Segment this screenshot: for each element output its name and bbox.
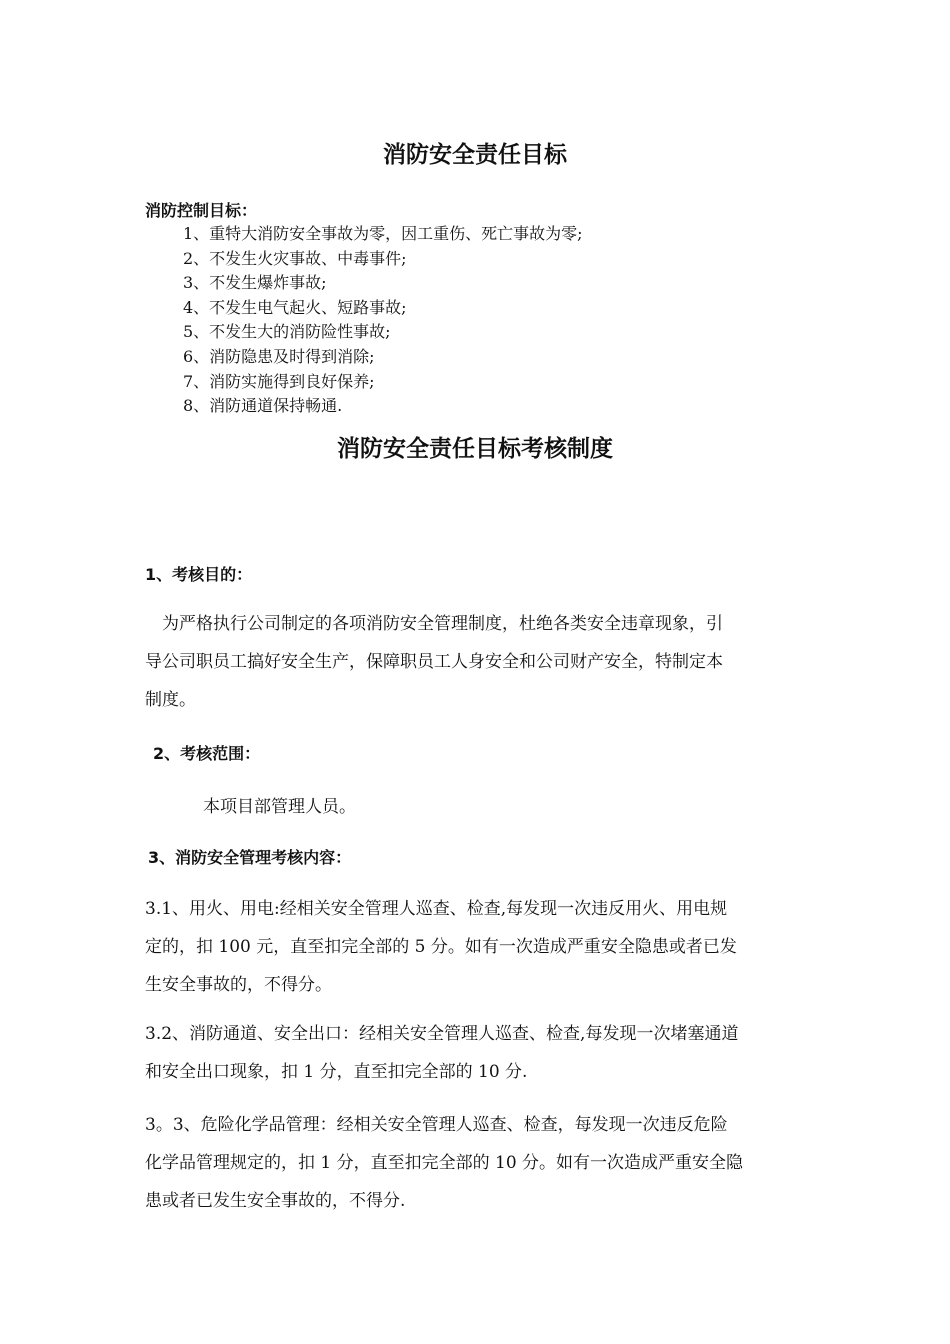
scope-heading: 2、考核范围： [153,744,261,763]
purpose-paragraph [145,605,807,719]
list-item: 5、不发生大的消防险性事故; [183,322,391,342]
content-item-1 [145,890,807,1004]
content-item-3 [145,1106,807,1220]
paragraph-line: 定的，扣 100 元，直至扣完全部的 5 分。如有一次造成严重安全隐患或者已发 [145,937,737,957]
list-item: 2、不发生火灾事故、中毒事件; [183,248,407,268]
control-goals-heading: 消防控制目标： [145,201,258,220]
scope-text: 本项目部管理人员。 [203,797,356,817]
paragraph-line: 3。3、危险化学品管理：经相关安全管理人巡查、检查，每发现一次违反危险 [145,1115,728,1135]
paragraph-line: 制度。 [145,690,196,710]
content-heading: 3、消防安全管理考核内容： [148,848,352,867]
paragraph-line: 患或者已发生安全事故的，不得分. [145,1191,406,1211]
list-item: 4、不发生电气起火、短路事故; [183,297,407,317]
list-item: 3、不发生爆炸事故; [183,273,327,293]
paragraph-line: 为严格执行公司制定的各项消防安全管理制度，杜绝各类安全违章现象，引 [145,614,723,634]
paragraph-line: 生安全事故的，不得分。 [145,975,332,995]
document-title: 消防安全责任目标 [383,142,567,168]
paragraph-line: 3.2、消防通道、安全出口：经相关安全管理人巡查、检查,每发现一次堵塞通道 [145,1024,739,1044]
list-item: 8、消防通道保持畅通. [183,396,343,416]
paragraph-line: 和安全出口现象，扣 1 分，直至扣完全部的 10 分. [145,1062,528,1082]
document-subtitle: 消防安全责任目标考核制度 [337,436,613,462]
paragraph-line: 化学品管理规定的，扣 1 分，直至扣完全部的 10 分。如有一次造成严重安全隐 [145,1153,744,1173]
list-item: 6、消防隐患及时得到消除; [183,346,375,366]
purpose-heading: 1、考核目的： [145,565,253,584]
list-item: 1、重特大消防安全事故为零，因工重伤、死亡事故为零; [183,224,583,243]
paragraph-line: 3.1、用火、用电:经相关安全管理人巡查、检查,每发现一次违反用火、用电规 [145,899,728,919]
content-item-2 [145,1015,807,1091]
list-item: 7、消防实施得到良好保养; [183,371,375,391]
control-goals-list [183,222,583,419]
paragraph-line: 导公司职员工搞好安全生产，保障职员工人身安全和公司财产安全，特制定本 [145,652,723,672]
